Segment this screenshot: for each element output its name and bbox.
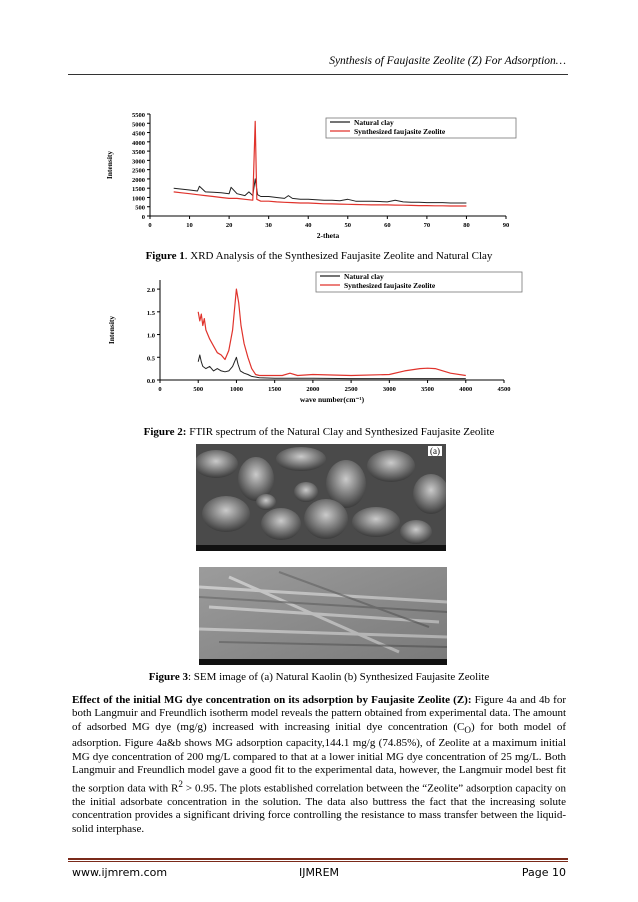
x-tick-label: 1000 [229,386,243,393]
x-tick-label: 10 [186,222,193,229]
y-tick-label: 2500 [132,167,145,175]
x-tick-label: 30 [265,222,272,229]
sem-image-b [199,567,447,665]
y-tick-label: 0.5 [146,355,155,363]
body-text-3: > 0.95. The plots established correlation between the “Zeolite” adsorption capacity on the initial adsorbate concentration in the solution. The data also buttress the fact that the increasing solute concentration provides a significant driving force controlling the resistance to mass transfer between the liquid-solid interphase. [72,782,566,835]
panel-a-label: (a) [430,446,440,456]
y-tick-label: 1500 [132,186,145,194]
x-axis-label: wave number(cm⁻¹) [299,395,365,404]
y-tick-label: 1000 [132,195,145,203]
sem-scale-bar [196,545,446,551]
legend-entry: Natural clay [354,118,394,127]
y-tick-label: 0.0 [146,378,155,385]
legend-entry: Natural clay [344,272,384,281]
footer-website-link[interactable]: www.ijmrem.com [72,866,168,879]
body-text-1: Figure 4a and 4b for both Langmuir and Freundlich isotherm model reveals the pattern obtained from experimental data. The amount of adsorbed MG dye (mg/g) increased with increasing initial dye concentration (C [72,694,567,733]
y-tick-label: 500 [135,204,145,212]
y-tick-label: 3000 [132,158,145,166]
figure1-label: Figure 1 [145,250,185,262]
figure1-caption [0,250,638,262]
figure3-text: : SEM image of (a) Natural Kaolin (b) Synthesized Faujasite Zeolite [188,671,490,683]
series-line-zeolite [198,289,466,375]
x-tick-label: 60 [384,222,391,229]
y-tick-label: 0 [141,214,145,221]
y-tick-label: 4000 [132,139,145,147]
figure3-label: Figure 3 [148,671,188,683]
y-tick-label: 5000 [132,121,145,129]
x-tick-label: 80 [463,222,470,229]
figure2-caption [0,426,638,438]
ftir-chart [100,268,530,416]
section-heading: Effect of the initial MG dye concentration on its adsorption by Faujasite Zeolite (Z): [72,694,472,706]
figure1-text: . XRD Analysis of the Synthesized Faujasite Zeolite and Natural Clay [184,250,493,262]
header-rule [68,74,568,75]
x-tick-label: 70 [423,222,431,229]
x-tick-label: 1500 [268,386,282,393]
y-tick-label: 2000 [132,176,145,184]
x-tick-label: 40 [304,222,312,229]
sem-image-a [196,444,446,551]
x-tick-label: 50 [344,222,352,229]
subscript-o: O [464,725,472,735]
figure2-label: Figure 2: [143,426,187,438]
y-tick-label: 1.5 [146,309,155,317]
x-tick-label: 4000 [459,386,473,393]
footer-rule-thin [68,861,568,862]
footer-journal: IJMREM [298,866,340,879]
y-tick-label: 5500 [132,112,145,119]
footer-page-number: Page 10 [521,866,566,879]
y-tick-label: 1.0 [146,332,155,340]
y-axis-label: Intensity [107,315,116,345]
x-tick-label: 0 [148,222,152,229]
xrd-chart [100,106,520,246]
figure3-caption [0,671,638,683]
x-tick-label: 0 [158,386,162,393]
body-text-2: ) for both model of adsorption. Figure 4a&b shows MG adsorption capacity,144.1 mg/g (74.85%), of Zeolite at a maximum initial MG dye concentration of 200 mg/L compared to that at a lower initial MG dye concentration of 25 mg/L. Both Langmuir and Freundlich model gave a good fit to the experimental data, however, the Langmuir model best fit the sorption data with R [72,720,566,795]
x-tick-label: 90 [502,222,510,229]
x-tick-label: 2500 [344,386,358,393]
y-axis-label: Intensity [105,150,114,180]
x-tick-label: 4500 [497,386,511,393]
x-tick-label: 500 [193,386,204,393]
x-tick-label: 2000 [306,386,320,393]
y-tick-label: 4500 [132,130,145,138]
y-tick-label: 2.0 [146,287,155,295]
sem-scale-bar-b [199,659,447,665]
superscript-2: 2 [178,778,183,789]
x-tick-label: 3500 [421,386,435,393]
body-paragraph [72,694,566,836]
x-axis-label: 2-theta [316,231,340,240]
figure2-text: FTIR spectrum of the Natural Clay and Synthesized Faujasite Zeolite [186,426,495,438]
x-tick-label: 3000 [382,386,396,393]
running-head: Synthesis of Faujasite Zeolite (Z) For Adsorption… [329,55,566,67]
legend-entry: Synthesized faujasite Zeolite [344,281,436,290]
footer-rule [68,858,568,860]
x-tick-label: 20 [225,222,233,229]
series-line-natural-clay [174,179,467,203]
legend-entry: Synthesized faujasite Zeolite [354,127,446,136]
y-tick-label: 3500 [132,149,145,157]
